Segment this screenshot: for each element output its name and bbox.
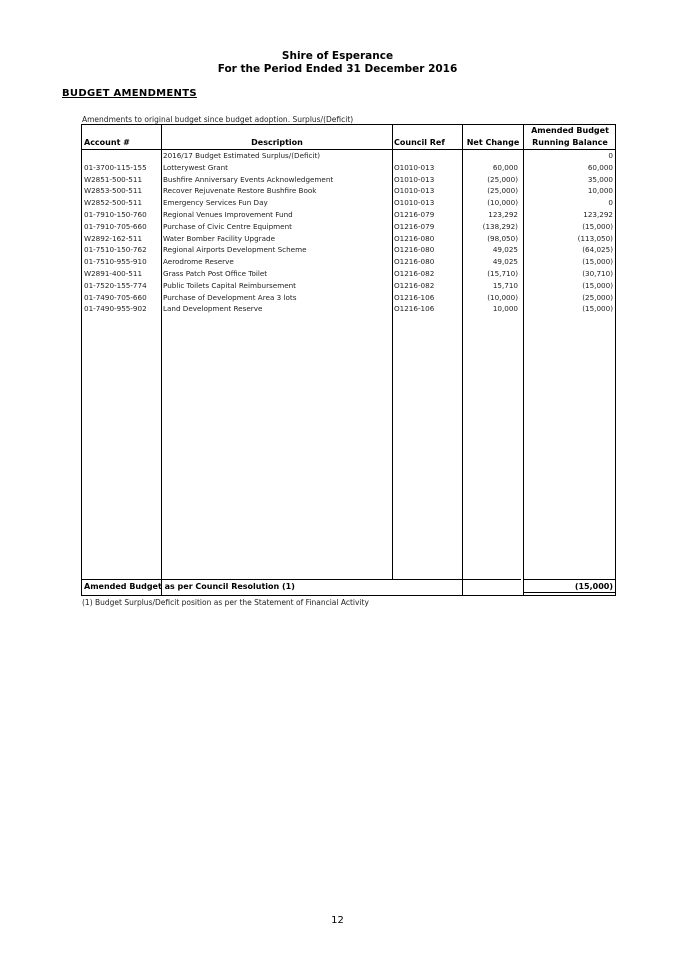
total-top-rule xyxy=(523,579,615,580)
header-council-ref: Council Ref xyxy=(394,138,445,147)
table-row: 01-3700-115-155 Lotterywest Grant O1010-013 60,000 60,000 xyxy=(84,162,613,172)
table-row: 2016/17 Budget Estimated Surplus/(Deficit) 0 xyxy=(163,151,613,160)
header-amended-budget: Amended Budget xyxy=(531,126,609,135)
header-organisation: Shire of Esperance xyxy=(281,50,394,62)
table-row: W2892-162-511 Water Bomber Facility Upgrade O1216-080 (98,050) (113,050) xyxy=(84,233,613,243)
budget-amendments-table xyxy=(81,124,616,596)
table-row: 01-7910-150-760 Regional Venues Improvement Fund O1216-079 123,292 123,292 xyxy=(84,210,613,219)
header-running-balance: Running Balance xyxy=(532,138,608,147)
amendments-note: Amendments to original budget since budget adoption. Surplus/(Deficit) xyxy=(82,115,354,124)
table-row: W2891-400-511 Grass Patch Post Office Toilet O1216-082 (15,710) (30,710) xyxy=(84,269,613,278)
table-row: W2853-500-511 Recover Rejuvenate Restore Bushfire Book O1010-013 (25,000) 10,000 xyxy=(84,186,613,196)
total-label: Amended Budget as per Council Resolution (1) xyxy=(84,582,295,591)
header-period: For the Period Ended 31 December 2016 xyxy=(217,63,458,75)
header-divider xyxy=(82,149,615,150)
header-net-change: Net Change xyxy=(466,138,520,147)
table-row: 01-7520-155-774 Public Toilets Capital Reimbursement O1216-082 15,710 (15,000) xyxy=(84,280,613,290)
table-row: W2851-500-511 Bushfire Anniversary Events Acknowledgement O1010-013 (25,000) 35,000 xyxy=(84,174,613,184)
header-account: Account # xyxy=(84,138,130,147)
section-title: BUDGET AMENDMENTS xyxy=(62,88,197,99)
table-row: W2852-500-511 Emergency Services Fun Day O1010-013 (10,000) 0 xyxy=(84,198,613,208)
table-row: 01-7490-955-902 Land Development Reserve O1216-106 10,000 (15,000) xyxy=(84,304,613,314)
header-description: Description xyxy=(251,138,303,147)
total-divider xyxy=(82,579,521,580)
total-value: (15,000) xyxy=(574,582,613,591)
footnote: (1) Budget Surplus/Deficit position as per the Statement of Financial Activity xyxy=(82,598,369,607)
table-row: 01-7510-955-910 Aerodrome Reserve O1216-080 49,025 (15,000) xyxy=(84,257,613,267)
table-row: 01-7510-150-762 Regional Airports Development Scheme O1216-080 49,025 (64,025) xyxy=(84,245,613,255)
page-number: 12 xyxy=(331,915,344,926)
total-double-rule xyxy=(523,592,615,593)
table-row: 01-7490-705-660 Purchase of Development Area 3 lots O1216-106 (10,000) (25,000) xyxy=(84,292,613,302)
table-row: 01-7910-705-660 Purchase of Civic Centre Equipment O1216-079 (138,292) (15,000) xyxy=(84,221,613,231)
